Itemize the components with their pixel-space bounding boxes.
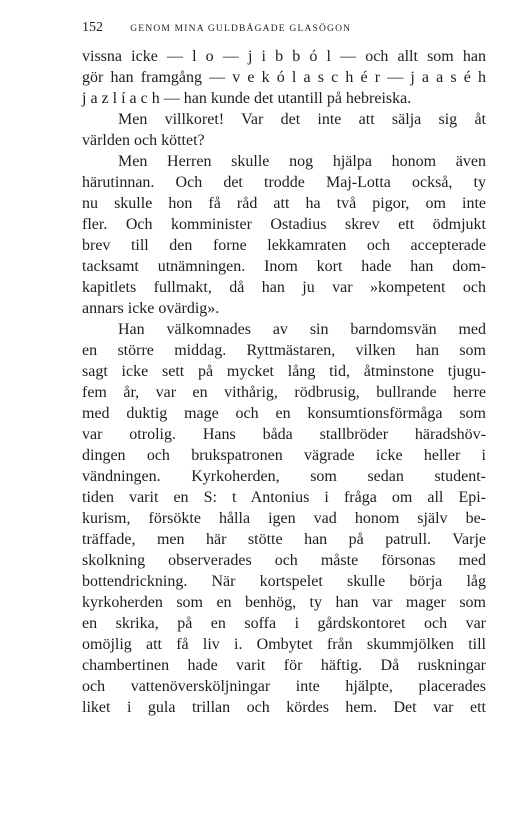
text-line: omöjlig att få liv i. Ombytet från skummjölken till — [82, 636, 486, 653]
text-line: en skrika, på en soffa i gårdskontoret och var — [82, 615, 486, 632]
text-line: annars icke ovärdig». — [82, 300, 220, 317]
text-line: en större middag. Ryttmästaren, vilken han som — [82, 342, 486, 359]
text-line: var otrolig. Hans båda stallbröder häradshöv- — [82, 426, 486, 443]
text-line: dingen och brukspatronen vägrade icke heller i — [82, 447, 486, 464]
text-line: sagt icke sett på mycket lång tid, åtminstone tjugu- — [82, 363, 486, 380]
text-line: och vattenöversköljningar inte hjälpte, placerades — [82, 678, 486, 695]
text-line: skolkning observerades och måste försonas med — [82, 552, 486, 569]
text-line: tiden varit en S: t Antonius i fråga om all Epi- — [82, 489, 486, 506]
text-line: Men Herren skulle nog hjälpa honom även — [118, 153, 486, 170]
text-line: Men villkoret! Var det inte att sälja sig åt — [118, 111, 486, 128]
text-line: kurism, försökte hålla igen vad honom själv be- — [82, 510, 486, 527]
text-line: gör han framgång — v e k ó l a s c h é r — j a a s é h — [82, 69, 486, 86]
text-line: bottendrickning. När kortspelet skulle börja låg — [82, 573, 486, 590]
running-head — [82, 17, 492, 37]
text-line: fem år, var en vithårig, rödbrusig, bullrande herre — [82, 384, 486, 401]
text-line: Han välkomnades av sin barndomsvän med — [118, 321, 486, 338]
text-line: vissna icke — l o — j i b b ó l — och allt som han — [82, 48, 486, 65]
running-title: GENOM MINA GULDBÅGADE GLASÖGON — [130, 24, 352, 34]
text-line: liket i gula trillan och kördes hem. Det var ett — [82, 699, 486, 716]
text-line: nu skulle hon få råd att ha två pigor, om inte — [82, 195, 486, 212]
text-line: chambertinen hade varit för häftig. Då ruskningar — [82, 657, 486, 674]
text-line: träffade, men här stötte han på patrull. Varje — [82, 531, 486, 548]
body-text — [82, 46, 486, 718]
text-line: fler. Och komminister Ostadius skrev ett ödmjukt — [82, 216, 486, 233]
text-line: j a z l í a c h — han kunde det utantill på hebreiska. — [82, 90, 412, 107]
text-line: världen och köttet? — [82, 132, 205, 149]
text-line: med duktig mage och en konsumtionsförmåga som — [82, 405, 486, 422]
page-number: 152 — [82, 20, 103, 35]
text-line: kyrkoherden som en benhög, ty han var mager som — [82, 594, 486, 611]
text-line: brev till den forne lekkamraten och accepterade — [82, 237, 486, 254]
text-line: kapitlets fullmakt, då han ju var »kompetent och — [82, 279, 486, 296]
text-line: vändningen. Kyrkoherden, som sedan student- — [82, 468, 486, 485]
text-line: tacksamt utnämningen. Inom kort hade han dom- — [82, 258, 486, 275]
text-line: härutinnan. Och det trodde Maj-Lotta också, ty — [82, 174, 486, 191]
